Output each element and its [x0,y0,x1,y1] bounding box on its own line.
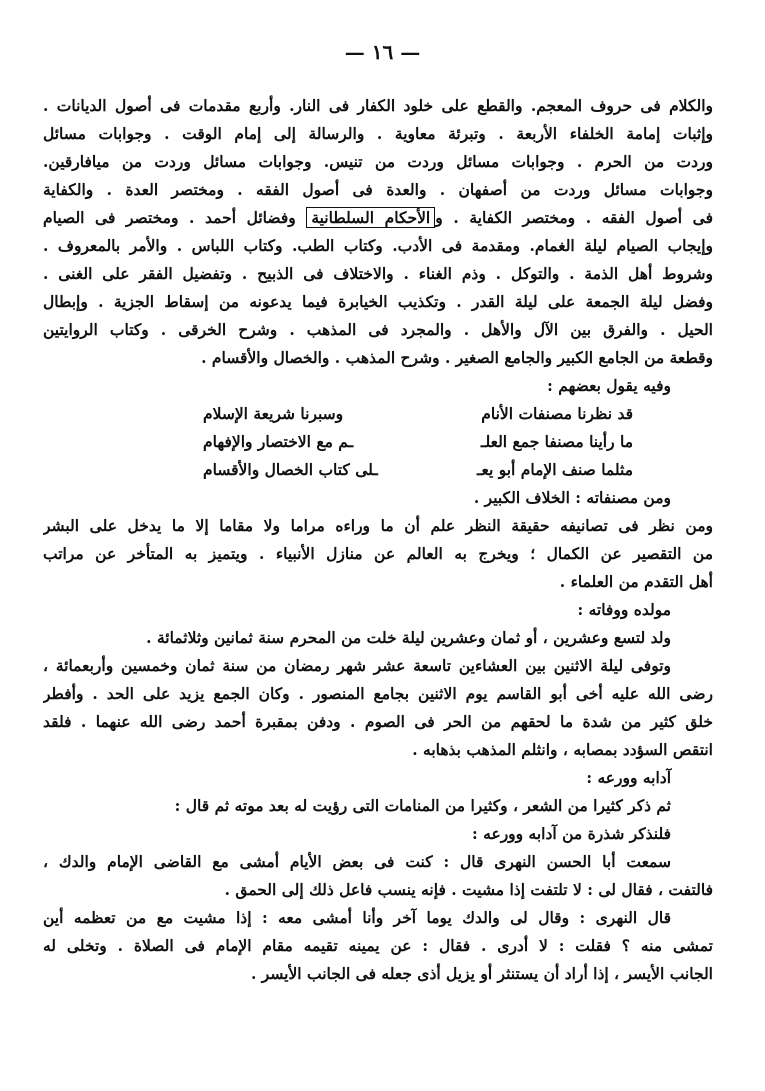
text-line: وإيجاب الصيام ليلة الغمام. ومقدمة فى الأدب. وكتاب الطب. وكتاب اللباس . والأمر بالمعروف . [43,236,713,255]
poem-verse: قد نظرنا مصنفات الأنام وسبرنا شريعة الإسلام [203,404,633,423]
page-number: — ١٦ — [344,40,421,64]
text-line: وقطعة من الجامع الكبير والجامع الصغير . وشرح المذهب . والخصال والأقسام . [201,348,713,367]
text-line: من التقصير عن الكمال ؛ ويخرج به العالم عن منازل الأنبياء . ويتميز به المتأخر عن مراتب [43,544,713,563]
text-line: الجانب الأيسر ، إذا أراد أن يستنثر أو يزيل أذى جعله فى الجانب الأيسر . [250,964,713,983]
text-line: وإثبات إمامة الخلفاء الأربعة . وتبرئة معاوية . والرسالة إلى إمام الوقت . وجوابات مسائل [43,124,713,143]
text-line: وشروط أهل الذمة . والتوكل . وذم الغناء . والاختلاف فى الذبيح . وتفضيل الفقر على الغنى . [43,264,713,283]
text-line: والكلام فى حروف المعجم. والقطع على خلود الكفار فى النار. وأربع مقدمات فى أصول الديانات . [43,96,713,115]
text-line: ثم ذكر كثيرا من الشعر ، وكثيرا من المنامات التى رؤيت له بعد موته ثم قال : [174,796,671,815]
section-heading: آدابه وورعه : [586,768,671,787]
text-line: ولد لتسع وعشرين ، أو ثمان وعشرين ليلة خلت من المحرم سنة ثمانين وثلاثمائة . [146,628,671,647]
text-line: فالتفت ، فقال لى : لا تلتفت إذا مشيت . فإنه ينسب فاعل ذلك إلى الحمق . [224,880,713,899]
text-line: وتوفى ليلة الاثنين بين العشاءين تاسعة عشر شهر رمضان من سنة ثمان وخمسين وأربعمائة ، [43,656,671,675]
text-line: قال النهرى : وقال لى والدك يوما آخر وأنا أمشى معه : إذا مشيت مع من تعظمه أين [43,908,671,927]
text-line: تمشى منه ؟ فقلت : لا أدرى . فقال : عن يمينه تقيمه مقام الإمام فى الصلاة . وتخلى له [43,936,713,955]
poem [43,400,713,484]
text-line: رضى الله عليه أخى أبو القاسم يوم الاثنين بجامع المنصور . وكان الجمع يزيد على الحد . وأفطر [43,684,713,703]
text-line: وفيه يقول بعضهم : [547,376,671,395]
bracketed-title: الأحكام السلطانية [306,207,435,228]
text-line: خلق كثير من شدة ما لحقهم من الحر فى الصوم . ودفن بمقبرة أحمد رضى الله عنهما . فلقد [43,712,713,731]
text-line: الحيل . والفرق بين الآل والأهل . والمجرد فى المذهب . وشرح الخرقى . وكتاب الروايتين [43,320,713,339]
text-line: سمعت أبا الحسن النهرى قال : كنت فى بعض الأيام أمشى مع القاضى الإمام والدك ، [43,852,671,871]
section-heading: مولده ووفاته : [577,600,671,619]
text-line: وجوابات مسائل وردت من أصفهان . والعدة فى أصول الفقه . ومختصر العدة . والكفاية [43,180,713,199]
text-line: وفضل ليلة الجمعة على ليلة القدر . وتكذيب الخيابرة فيما يدعونه من إسقاط الجزية . وإبطال [43,292,713,311]
text-line: ومن نظر فى تصانيفه حقيقة النظر علم أن ما وراءه مراما ولا مقاما إلا ما يدخل على البشر [43,516,713,535]
text-line: فى أصول الفقه . ومختصر الكفاية . والأحكام السلطانية وفضائل أحمد . ومختصر فى الصيام [43,208,713,227]
text-line: ومن مصنفاته : الخلاف الكبير . [473,488,671,507]
text-line: فلنذكر شذرة من آدابه وورعه : [472,824,671,843]
text-line: أهل التقدم من العلماء . [559,572,713,591]
poem-verse: مثلما صنف الإمام أبو يعـ ـلى كتاب الخصال والأقسام [203,460,633,479]
text-line: انتقص السؤدد بمصابه ، وانثلم المذهب بذهابه . [412,740,713,759]
body-text [43,92,713,988]
text-line: وردت من الحرم . وجوابات مسائل وردت من تنيس. وجوابات مسائل وردت من ميافارقين. [43,152,713,171]
poem-verse: ما رأينا مصنفا جمع العلـ ـم مع الاختصار والإفهام [203,432,633,451]
